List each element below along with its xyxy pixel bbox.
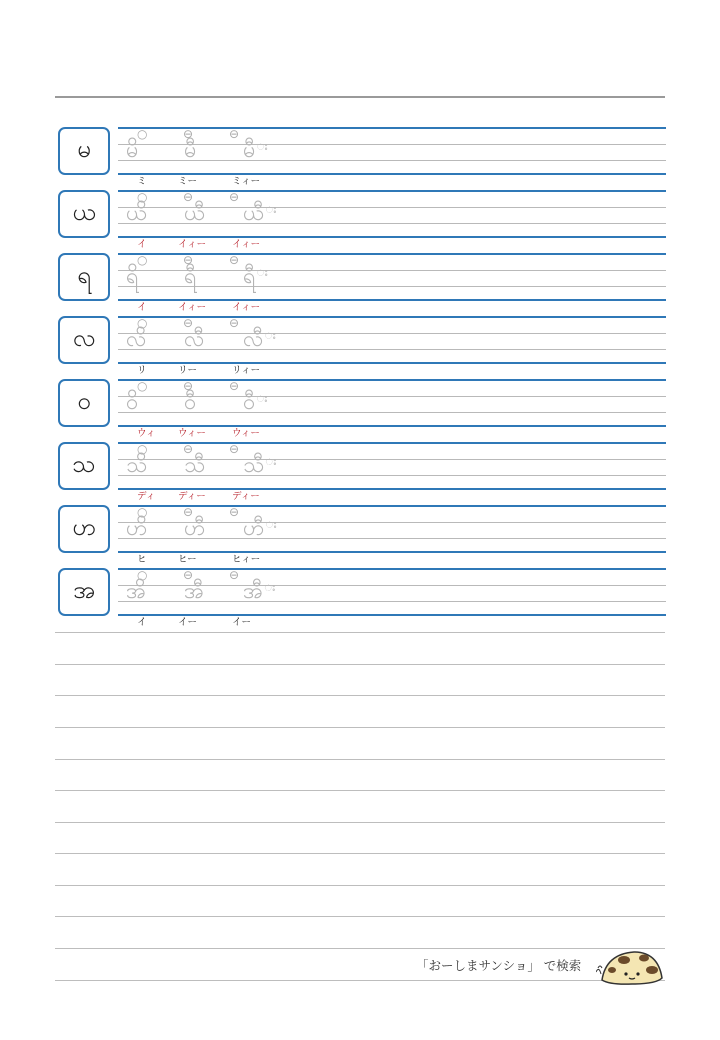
guide-line — [118, 425, 666, 427]
letter-box: ဝ — [58, 379, 110, 427]
trace-syllable — [243, 392, 268, 414]
visarga-mark: း — [265, 517, 277, 532]
reading-label: ミー — [178, 176, 198, 187]
reading-label: ウィ — [137, 428, 156, 439]
guide-line — [118, 551, 666, 553]
guide-line — [118, 173, 666, 175]
trace-syllable — [243, 329, 276, 351]
trace-syllable — [243, 140, 268, 162]
tone-mark: ○ — [137, 442, 148, 456]
tone-mark: ○ — [137, 379, 148, 393]
tone-mark: ⊖ — [183, 442, 194, 456]
reading-label: ミ — [137, 176, 147, 187]
guide-line — [118, 362, 666, 364]
guide-line — [118, 253, 666, 255]
trace-syllable — [126, 266, 139, 288]
trace-text: အီ — [184, 579, 205, 604]
trace-text: လီ — [184, 327, 205, 352]
top-rule — [55, 96, 665, 98]
trace-text: မီ — [184, 138, 197, 163]
guide-line — [118, 270, 666, 271]
tone-mark: ⊖ — [229, 190, 240, 204]
reading-label: イィー — [178, 239, 207, 250]
blank-line — [55, 695, 665, 696]
visarga-mark: း — [264, 580, 276, 595]
practice-row — [0, 442, 720, 505]
mascot-icon — [596, 944, 666, 988]
visarga-mark: း — [265, 454, 277, 469]
tone-mark: ○ — [137, 568, 148, 582]
guide-line — [118, 412, 666, 413]
tone-mark: ⊖ — [229, 253, 240, 267]
guide-line — [118, 286, 666, 287]
trace-syllable — [184, 518, 206, 540]
practice-row — [0, 505, 720, 568]
guide-line — [118, 396, 666, 397]
trace-text: ယီ — [184, 201, 206, 226]
trace-text: ရီ — [184, 264, 197, 289]
trace-syllable — [243, 581, 276, 603]
tone-mark: ⊖ — [183, 379, 194, 393]
tone-mark: ○ — [137, 316, 148, 330]
trace-syllable — [184, 329, 205, 351]
trace-syllable — [126, 203, 147, 225]
guide-line — [118, 505, 666, 507]
blank-line — [55, 632, 665, 633]
visarga-mark: း — [256, 391, 268, 406]
reading-label: イ — [137, 302, 147, 313]
reading-label: ディー — [178, 491, 206, 502]
trace-syllable — [184, 203, 205, 225]
reading-label: ウィー — [178, 428, 206, 439]
blank-line — [55, 759, 665, 760]
footer-search-text: 「おーしまサンショ」 で検索 — [416, 958, 582, 973]
blank-line — [55, 980, 665, 981]
reading-label: ミィー — [232, 176, 261, 187]
tone-mark: ⊖ — [183, 505, 194, 519]
trace-text: သီ — [243, 453, 265, 478]
reading-label: イ — [137, 239, 147, 250]
tone-mark: ○ — [137, 127, 148, 141]
trace-syllable — [243, 266, 268, 288]
practice-row — [0, 253, 720, 316]
blank-line — [55, 885, 665, 886]
guide-line — [118, 379, 666, 381]
guide-line — [118, 144, 666, 145]
visarga-mark: း — [264, 328, 276, 343]
trace-syllable — [184, 581, 204, 603]
tone-mark: ○ — [137, 253, 148, 267]
practice-row — [0, 127, 720, 190]
trace-text: သိ — [126, 453, 148, 478]
trace-text: ယိ — [126, 201, 148, 226]
guide-line — [118, 442, 666, 444]
visarga-mark: း — [256, 139, 268, 154]
trace-syllable — [184, 140, 197, 162]
letter-box: ရ — [58, 253, 110, 301]
letter-box: သ — [58, 442, 110, 490]
tone-mark: ⊖ — [229, 316, 240, 330]
reading-label: ディ — [137, 491, 156, 502]
trace-text: မီ — [243, 138, 256, 163]
visarga-mark: း — [256, 265, 269, 280]
letter-box: လ — [58, 316, 110, 364]
trace-text: ယီ — [243, 201, 265, 226]
tone-mark: ○ — [137, 190, 148, 204]
practice-row — [0, 568, 720, 631]
guide-line — [118, 236, 666, 238]
reading-label: リ — [137, 365, 147, 376]
trace-text: ဝိ — [126, 390, 139, 415]
reading-label: イ — [137, 617, 147, 628]
blank-line — [55, 948, 665, 949]
visarga-mark: း — [265, 202, 277, 217]
tone-mark: ⊖ — [229, 442, 240, 456]
guide-line — [118, 316, 666, 318]
guide-line — [118, 488, 666, 490]
reading-label: イィー — [178, 302, 207, 313]
trace-syllable — [243, 455, 277, 477]
tone-mark: ⊖ — [183, 316, 194, 330]
blank-line — [55, 853, 665, 854]
tone-mark: ○ — [137, 505, 148, 519]
trace-text: ဟီ — [184, 516, 206, 541]
tone-mark: ⊖ — [183, 190, 194, 204]
trace-syllable — [126, 392, 138, 414]
trace-text: သီ — [184, 453, 206, 478]
guide-line — [118, 190, 666, 192]
trace-syllable — [126, 140, 139, 162]
trace-text: အိ — [126, 579, 147, 604]
trace-text: ဝီ — [184, 390, 197, 415]
trace-text: ဝီ — [243, 390, 256, 415]
tone-mark: ⊖ — [183, 127, 194, 141]
trace-syllable — [126, 329, 147, 351]
guide-line — [118, 614, 666, 616]
letter-box: ဟ — [58, 505, 110, 553]
trace-syllable — [126, 581, 146, 603]
reading-label: ウィー — [232, 428, 260, 439]
practice-row — [0, 379, 720, 442]
trace-syllable — [243, 518, 277, 540]
blank-line — [55, 822, 665, 823]
practice-row — [0, 316, 720, 379]
tone-mark: ⊖ — [229, 379, 240, 393]
reading-label: イィー — [232, 302, 261, 313]
blank-line — [55, 790, 665, 791]
trace-text: အီ — [243, 579, 264, 604]
trace-syllable — [184, 266, 197, 288]
trace-syllable — [243, 203, 277, 225]
blank-line — [55, 916, 665, 917]
reading-label: ディー — [232, 491, 260, 502]
reading-label: リー — [178, 365, 198, 376]
trace-text: လီ — [243, 327, 264, 352]
guide-line — [118, 160, 666, 161]
letter-box: အ — [58, 568, 110, 616]
blank-line — [55, 664, 665, 665]
tone-mark: ⊖ — [229, 505, 240, 519]
reading-label: ヒー — [178, 554, 197, 565]
blank-line — [55, 727, 665, 728]
letter-box: မ — [58, 127, 110, 175]
reading-label: イー — [178, 617, 198, 628]
trace-text: ရီ — [243, 264, 256, 289]
tone-mark: ⊖ — [183, 253, 194, 267]
trace-text: ဟီ — [243, 516, 265, 541]
reading-label: リィー — [232, 365, 261, 376]
trace-syllable — [126, 518, 148, 540]
trace-text: ရိ — [126, 264, 139, 289]
tone-mark: ⊖ — [229, 568, 240, 582]
reading-label: ヒ — [137, 554, 147, 565]
reading-label: イィー — [232, 239, 261, 250]
trace-syllable — [126, 455, 147, 477]
guide-line — [118, 127, 666, 129]
guide-line — [118, 568, 666, 570]
practice-row — [0, 190, 720, 253]
letter-box: ယ — [58, 190, 110, 238]
guide-line — [118, 299, 666, 301]
trace-text: မိ — [126, 138, 139, 163]
trace-text: လိ — [126, 327, 147, 352]
tone-mark: ⊖ — [229, 127, 240, 141]
trace-text: ဟိ — [126, 516, 148, 541]
reading-label: ヒィー — [232, 554, 261, 565]
trace-syllable — [184, 455, 205, 477]
reading-label: イー — [232, 617, 252, 628]
trace-syllable — [184, 392, 196, 414]
tone-mark: ⊖ — [183, 568, 194, 582]
